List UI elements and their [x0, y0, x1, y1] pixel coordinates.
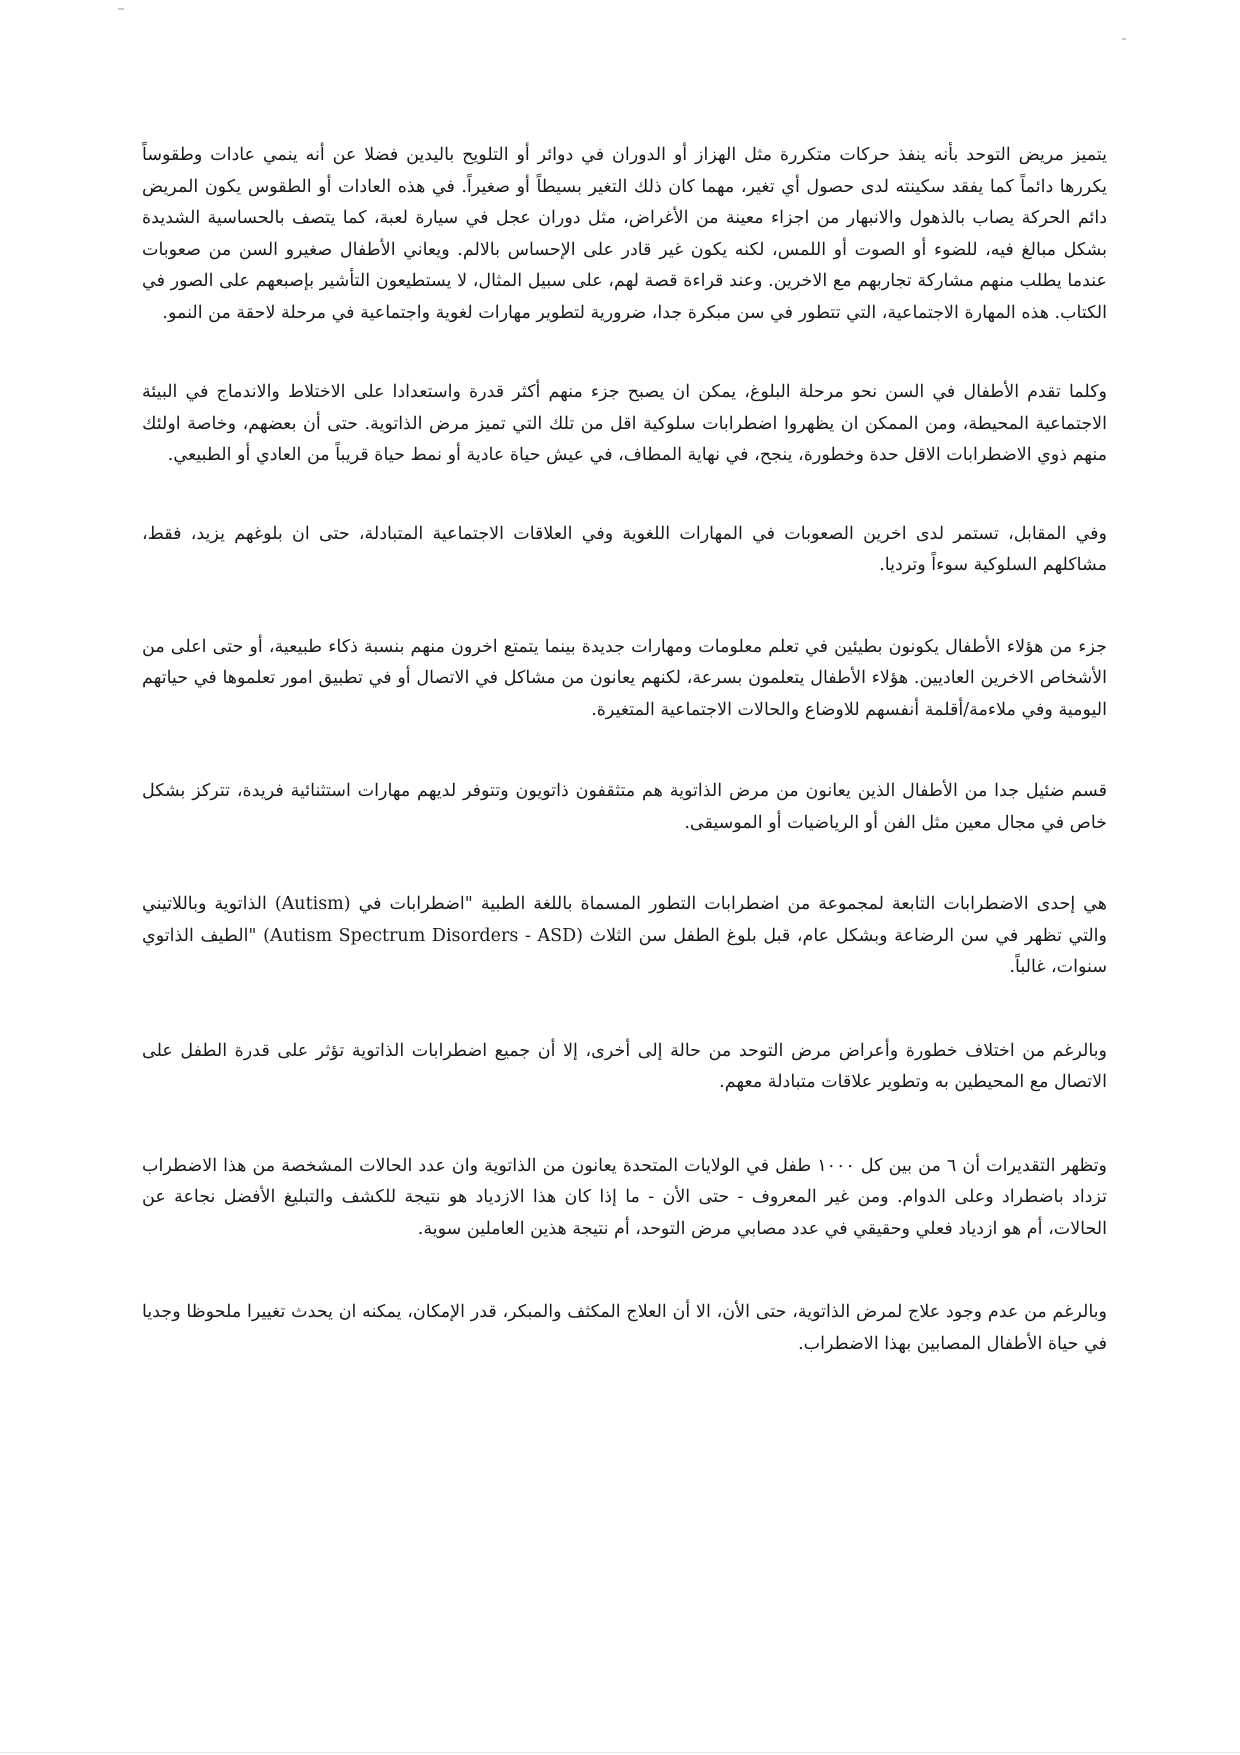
- paragraph-asd-definition: هي إحدى الاضطرابات التابعة لمجموعة من اضطرابات التطور المسماة باللغة الطبية "اضطرابات في (Autism) الذاتوية وباللاتيني والتي تظهر في سن الرضاعة وبشكل عام، قبل بلوغ الطفل سن الثلاث (Autism Spectrum Disorders - ASD) "الطيف الذاتوي سنوات، غالباً.: [142, 894, 1107, 977]
- paragraph-autism-symptoms: يتميز مريض التوحد بأنه ينفذ حركات متكررة مثل الهزاز أو الدوران في دوائر أو التلويح باليدين فضلا عن أنه ينمي عادات وطقوساً يكررها دائماً كما يفقد سكينته لدى حصول أي تغير، مهما كان ذلك التغير بسيطاً أو صغيراً. في هذه العادات أو الطقوس يكون المريض دائم الحركة يصاب بالذهول والانبهار من اجزاء معينة من الأغراض، مثل دوران عجل في سيارة لعبة، كما يتصف بالحساسية الشديدة بشكل مبالغ فيه، للضوء أو الصوت أو اللمس، لكنه يكون غير قادر على الإحساس بالالم. ويعاني الأطفال صغيرو السن من صعوبات عندما يطلب منهم مشاركة تجاربهم مع الاخرين. وعند قراءة قصة لهم، على سبيل المثال، لا يستطيعون التأشير بإصبعهم على الصور في الكتاب. هذه المهارة الاجتماعية، التي تتطور في سن مبكرة جدا، ضرورية لتطوير مهارات لغوية واجتماعية في مرحلة لاحقة من النمو.: [142, 145, 1107, 323]
- scan-speck: [118, 8, 124, 10]
- paragraph-adolescence: وكلما تقدم الأطفال في السن نحو مرحلة البلوغ، يمكن ان يصبح جزء منهم أكثر قدرة واستعدادا على الاختلاط والاندماج في البيئة الاجتماعية المحيطة، ومن الممكن ان يظهروا اضطرابات سلوكية اقل من تلك التي تميز مرض الذاتوية. حتى أن بعضهم، وخاصة اولئك منهم ذوي الاضطرابات الاقل حدة وخطورة، ينجح، في نهاية المطاف، في عيش حياة عادية أو نمط حياة قريباً من العادي أو الطبيعي.: [142, 382, 1107, 465]
- paragraph-severity: وبالرغم من اختلاف خطورة وأعراض مرض التوحد من حالة إلى أخرى، إلا أن جميع اضطرابات الذاتوية تؤثر على قدرة الطفل على الاتصال مع المحيطين به وتطوير علاقات متبادلة معهم.: [142, 1040, 1107, 1092]
- scan-edge-line: [0, 1752, 1240, 1753]
- paragraph-continuing-difficulties: وفي المقابل، تستمر لدى اخرين الصعوبات في المهارات اللغوية وفي العلاقات الاجتماعية المتبادلة، حتى ان بلوغهم يزيد، فقط، مشاكلهم السلوكية سوءاً وترديا.: [142, 523, 1107, 575]
- paragraph-statistics: وتظهر التقديرات أن ٦ من بين كل ١٠٠٠ طفل في الولايات المتحدة يعانون من الذاتوية وان عدد الحالات المشخصة من هذا الاضطراب تزداد باضطراد وعلى الدوام. ومن غير المعروف - حتى الأن - ما إذا كان هذا الازدياد هو نتيجة للكشف والتبليغ الأفضل نجاعة عن الحالات، أم هو ازدياد فعلي وحقيقي في عدد مصابي مرض التوحد، أم نتيجة هذين العاملين سوية.: [142, 1155, 1107, 1239]
- paragraph-learning-speed: جزء من هؤلاء الأطفال يكونون بطيئين في تعلم معلومات ومهارات جديدة بينما يتمتع اخرون منهم بنسبة ذكاء طبيعية، أو حتى اعلى من الأشخاص الاخرين العاديين. هؤلاء الأطفال يتعلمون بسرعة، لكنهم يعانون من مشاكل في الاتصال أو في تطبيق امور تعلموها في حياتهم اليومية وفي ملاءمة/أقلمة أنفسهم للاوضاع والحالات الاجتماعية المتغيرة.: [142, 636, 1107, 720]
- scan-speck: [1122, 38, 1126, 40]
- paragraph-savants: قسم ضئيل جدا من الأطفال الذين يعانون من مرض الذاتوية هم متثقفون ذاتويون وتتوفر لديهم مهارات استثنائية فريدة، تتركز بشكل خاص في مجال معين مثل الفن أو الرياضيات أو الموسيقى.: [142, 781, 1107, 833]
- document-body: [142, 140, 1107, 1360]
- paragraph-treatment: وبالرغم من عدم وجود علاج لمرض الذاتوية، حتى الأن، الا أن العلاج المكثف والمبكر، قدر الإمكان، يمكنه ان يحدث تغييرا ملحوظا وجديا في حياة الأطفال المصابين بهذا الاضطراب.: [142, 1302, 1107, 1354]
